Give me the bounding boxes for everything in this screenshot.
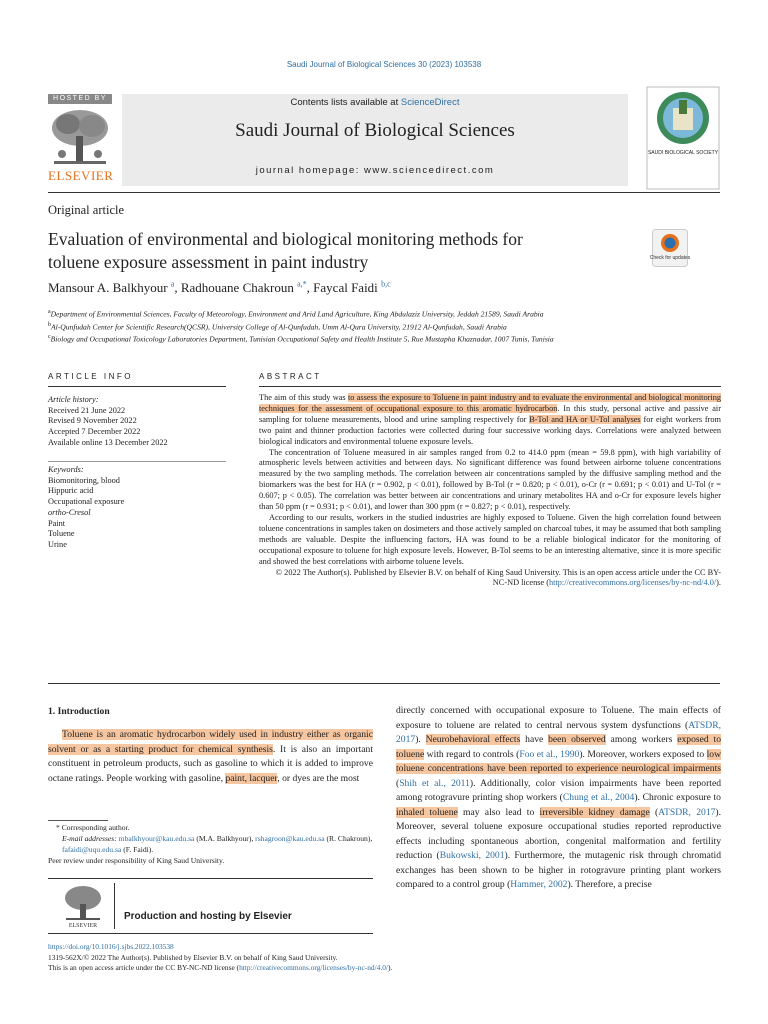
abstract-heading: ABSTRACT [259, 372, 322, 381]
affiliations [48, 307, 728, 345]
author-3[interactable]: Faycal Faidi $^{b,c}$ [313, 280, 391, 296]
elsevier-wordmark: ELSEVIER [48, 168, 114, 183]
article-title [48, 228, 618, 274]
keyword: Occupational exposure [48, 497, 125, 507]
abstract-paragraph-3: According to our results, workers in the studied industries are highly exposed to Toluene. Given the high correlation found between toluene concentrations in samples taken on dosimeters and those actively sampled on charcoal tubes, it may be assumed that both sampling methods are valuable. Despite the influencing factors, HA was found to be a reliable biological indicator for the monitoring of occupational exposure to toluene for high exposure levels. However, B-Tol seems to be an interesting alternative, since it is more specific and showed the best correlations with airborne toluene levels. [259, 512, 721, 566]
keywords-rule [48, 461, 226, 462]
divider [114, 883, 115, 929]
reference-link[interactable]: ATSDR, 2017 [658, 806, 716, 818]
keyword: Biomonitoring, blood [48, 475, 120, 485]
intro-left-column [48, 728, 373, 786]
journal-title: Saudi Journal of Biological Sciences [235, 120, 515, 141]
production-box [48, 878, 373, 934]
keyword: Toluene [48, 529, 75, 539]
history-received: Received 21 June 2022 [48, 405, 126, 415]
citation-text[interactable]: Saudi Journal of Biological Sciences 30 (2023) 103538 [286, 60, 482, 69]
keywords-label: Keywords: [48, 465, 84, 474]
article-info-rule [48, 386, 226, 387]
society-name: SAUDI BIOLOGICAL SOCIETY [647, 150, 719, 156]
title-line-2: toluene exposure assessment in paint industry [48, 252, 369, 272]
hosted-by-label: HOSTED BY [48, 94, 112, 104]
intro-heading: 1. Introduction [48, 706, 110, 717]
title-line-1: Evaluation of environmental and biological monitoring methods for [48, 229, 523, 249]
intro-continued-paragraph: directly concerned with occupational exposure to Toluene. The main effects of exposure to toluene are related to central nervous system dysfunctions (ATSDR, 2017). Neurobehavioral effects have been observed among workers exposed to toluene with regard to controls (Foo et al., 1990). Moreover, workers exposed to low toluene concentrations have been reported to experience neurological impairments (Shih et al., 2011). Additionally, color vision impairments have been reported among rotogravure printing shop workers (Chung et al., 2004). Chronic exposure to inhaled toluene may also lead to irreversible kidney damage (ATSDR, 2017). Moreover, several toluene exposure occupational studies reported reproductive effects including spontaneous abortion, congenital malformation and fertility reduction (Bukowski, 2001). Furthermore, the mutagenic risk through chromatid exchanges has been shown to be higher in rotogravure printing plant workers compared to a control group (Hammer, 2002). Therefore, a precise [396, 705, 722, 890]
article-history-label: Article history: [48, 395, 99, 404]
bottom-matter [48, 942, 728, 974]
doi-link[interactable]: https://doi.org/10.1016/j.sjbs.2022.103538 [48, 942, 174, 951]
reference-link[interactable]: Hammer, 2002 [510, 879, 568, 890]
journal-banner [122, 94, 628, 186]
journal-homepage[interactable]: journal homepage: www.sciencedirect.com [255, 165, 495, 176]
society-logo [646, 86, 720, 190]
journal-citation[interactable] [0, 60, 768, 69]
highlight[interactable]: low toluene concentrations have been reported to experience neurological impairments [396, 748, 721, 774]
abstract-paragraph-2: The concentration of Toluene measured in air samples ranged from 0.2 to 414.0 ppm (mean = 59.8 ppm), with high variability of atmospheric levels between activities and between days. No significant difference was found between airborne toluene concentrations measured by the two sampling methods. The correlation between air concentrations sampled by the diffusive sampling method and the biomarkers was the best for HA (r = 0.902, p < 0.01), followed by B-Tol (r = 0.820; p < 0.01), o-Cr (r = 0.691; p < 0.01) and U-Tol (r = 0.607; p < 0.05). The correlation was better between air concentrations and urinary metabolites HA and o-Cr for exposure levels higher than 50 ppm (r = 0.931; p < 0.01), and lower than 300 ppm (r = 0.827; p < 0.01), respectively. [259, 447, 721, 512]
elsevier-tree-logo [48, 106, 112, 168]
history-online: Available online 13 December 2022 [48, 437, 168, 447]
sciencedirect-link[interactable]: ScienceDirect [400, 97, 460, 108]
article-info [48, 395, 216, 449]
highlight[interactable]: paint, lacquer [225, 772, 278, 784]
reference-link[interactable]: Chung et al., 2004 [562, 792, 635, 803]
issn-line: 1319-562X/© 2022 The Author(s). Published by Elsevier B.V. on behalf of King Saud University. [48, 952, 338, 962]
highlight[interactable]: exposed to toluene [396, 734, 721, 760]
check-for-updates-icon[interactable] [649, 229, 691, 267]
affiliation-b: $^b$Al-Qunfudah Center for Scientific Research(QCSR), University College of Al-Qunfudah, Umm Al-Qura University, 21912 Al-Qunfudah, Saudi Arabia [48, 321, 507, 332]
highlight[interactable]: Toluene is an aromatic hydrocarbon widely used in industry either as organic solvent or as a starting product for chemical synthesis [48, 729, 373, 755]
keywords [48, 465, 216, 551]
reference-link[interactable]: Shih et al., 2011 [399, 777, 470, 789]
highlight[interactable]: B-Tol and HA or U-Tol analyses [529, 414, 641, 424]
keyword: ortho-Cresol [48, 507, 91, 517]
production-text: Production and hosting by Elsevier [124, 911, 292, 922]
highlight[interactable]: inhaled toluene [396, 806, 458, 818]
article-info-heading: ARTICLE INFO [48, 372, 133, 381]
footnote-rule [48, 820, 108, 821]
keyword: Urine [48, 539, 67, 549]
author-1[interactable]: Mansour A. Balkhyour $^a$, [48, 280, 181, 296]
corresponding-author: * Corresponding author. [56, 823, 130, 832]
abstract-paragraph-1: The aim of this study was to assess the exposure to Toluene in paint industry and to evaluate the environmental and biological monitoring techniques for the assessment of occupational exposure to this aromatic hydrocarbon. In this study, personal active and passive air sampling for toluene measurements, blood and urine sampling respectively for B-Tol and HA or U-Tol analyses for eight workers from two paint and thinner production factories were collected during four successive working days. Correlations were analyzed between biological indicators and environmental toluene exposure levels. [259, 393, 721, 446]
elsevier-small-wordmark: ELSEVIER [68, 923, 98, 929]
contents-line: Contents lists available at ScienceDirect [290, 97, 460, 108]
license-link[interactable]: http://creativecommons.org/licenses/by-nc-nd/4.0/ [239, 963, 388, 972]
affiliation-c: $^c$Biology and Occupational Toxicology Laboratories Department, Tunisian Occupational Safety and Health Institute 5, Rue Mustapha Khaznadar, 1007 Tunis, Tunisia [48, 334, 554, 344]
author-list [48, 280, 391, 296]
email-link[interactable]: mbalkhyour@kau.edu.sa [118, 834, 195, 843]
email-addresses: E-mail addresses: mbalkhyour@kau.edu.sa (M.A. Balkhyour), rshagroon@kau.edu.sa (R. Chakroun), fafaidi@uqu.edu.sa (F. Faidi). [62, 834, 373, 854]
elsevier-small-logo [60, 882, 106, 928]
highlight[interactable]: Neurobehavioral effects [425, 734, 521, 745]
affiliation-a: $^a$Department of Environmental Sciences, Faculty of Meteorology, Environment and Arid Land Agriculture, King Abdulaziz University, Jeddah 21589, Saudi Arabia [48, 309, 544, 319]
intro-paragraph: Toluene is an aromatic hydrocarbon widely used in industry either as organic solvent or as a starting product for chemical synthesis. It is also an important constituent in petroleum products, such as gasoline to which it is added to improve octane ratings. People working with gasoline, paint, lacquer, or dyes are the most [48, 729, 373, 784]
header-rule [48, 192, 720, 193]
email-link[interactable]: rshagroon@kau.edu.sa [255, 834, 325, 843]
reference-link[interactable]: ATSDR, 2017 [396, 719, 721, 745]
reference-link[interactable]: Foo et al., 1990 [519, 748, 580, 760]
check-for-updates-label: Check for updates [649, 255, 691, 261]
open-access-line: This is an open access article under the CC BY-NC-ND license (http://creativecommons.org/licenses/by-nc-nd/4.0/). [48, 963, 393, 972]
footnote [48, 822, 373, 866]
reference-link[interactable]: Bukowski, 2001 [439, 850, 505, 861]
history-accepted: Accepted 7 December 2022 [48, 427, 141, 437]
email-link[interactable]: fafaidi@uqu.edu.sa [62, 845, 122, 854]
abstract-body [259, 393, 721, 589]
abstract-bottom-rule [48, 683, 720, 684]
history-revised: Revised 9 November 2022 [48, 416, 137, 426]
abstract-copyright: © 2022 The Author(s). Published by Elsevier B.V. on behalf of King Saud University. This is an open access article under the CC BY-NC-ND license (http://creativecommons.org/licenses/by-nc-nd/4.0/). [275, 567, 721, 588]
author-2[interactable]: Radhouane Chakroun $^{a,*}$, [180, 280, 314, 296]
highlight[interactable]: irreversible kidney damage [539, 806, 650, 818]
highlight[interactable]: been observed [548, 734, 606, 745]
license-link[interactable]: http://creativecommons.org/licenses/by-nc-nd/4.0/ [549, 578, 717, 588]
keyword: Hippuric acid [48, 486, 94, 496]
keyword: Paint [48, 518, 66, 528]
intro-right-column [396, 704, 721, 893]
article-type: Original article [48, 203, 125, 217]
peer-review-note: Peer review under responsibility of King Saud University. [48, 856, 225, 865]
highlight[interactable]: to assess the exposure to Toluene in paint industry and to evaluate the environmental and biological monitoring techniques for the assessment of occupational exposure to this aromatic hydrocarbon [259, 393, 721, 413]
abstract-rule [259, 386, 721, 387]
